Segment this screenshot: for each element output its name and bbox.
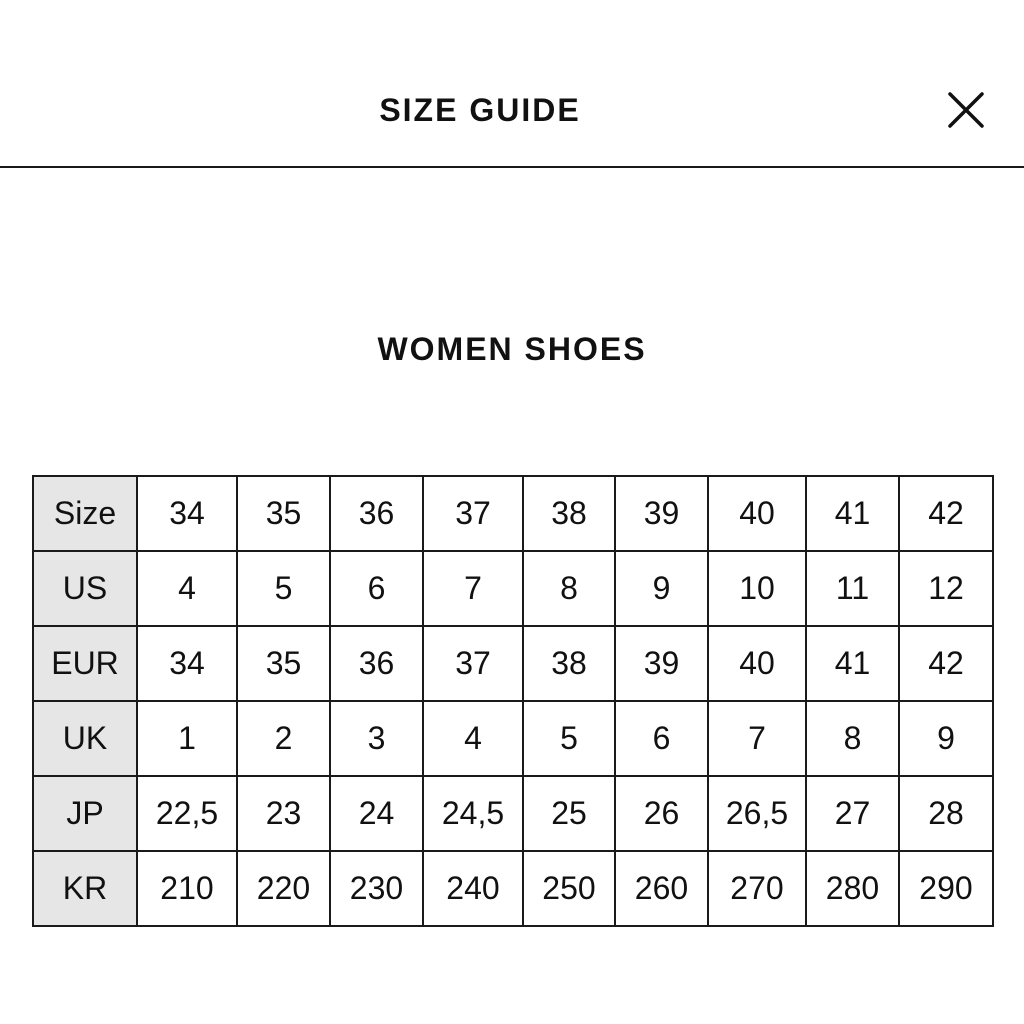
row-header-cell: KR <box>33 851 137 926</box>
table-cell: 24 <box>330 776 423 851</box>
row-header-cell: EUR <box>33 626 137 701</box>
table-cell: 6 <box>330 551 423 626</box>
table-row <box>33 551 993 626</box>
table-cell: 10 <box>708 551 806 626</box>
table-cell: 11 <box>806 551 899 626</box>
table-cell: 26,5 <box>708 776 806 851</box>
table-cell: 8 <box>806 701 899 776</box>
table-cell: 260 <box>615 851 708 926</box>
table-cell: 37 <box>423 476 523 551</box>
table-cell: 250 <box>523 851 615 926</box>
table-cell: 7 <box>423 551 523 626</box>
table-cell: 38 <box>523 626 615 701</box>
table-cell: 4 <box>423 701 523 776</box>
table-cell: 3 <box>330 701 423 776</box>
table-cell: 34 <box>137 476 237 551</box>
table-cell: 8 <box>523 551 615 626</box>
modal-title: SIZE GUIDE <box>379 92 581 128</box>
table-cell: 280 <box>806 851 899 926</box>
table-row <box>33 626 993 701</box>
table-cell: 42 <box>899 626 993 701</box>
table-cell: 34 <box>137 626 237 701</box>
table-cell: 42 <box>899 476 993 551</box>
table-cell: 36 <box>330 626 423 701</box>
table-cell: 12 <box>899 551 993 626</box>
table-cell: 290 <box>899 851 993 926</box>
table-cell: 26 <box>615 776 708 851</box>
table-row <box>33 476 993 551</box>
table-cell: 24,5 <box>423 776 523 851</box>
table-cell: 41 <box>806 626 899 701</box>
table-cell: 7 <box>708 701 806 776</box>
table-cell: 36 <box>330 476 423 551</box>
table-cell: 40 <box>708 476 806 551</box>
table-cell: 4 <box>137 551 237 626</box>
table-cell: 6 <box>615 701 708 776</box>
section-title: WOMEN SHOES <box>377 331 647 367</box>
table-cell: 39 <box>615 626 708 701</box>
table-cell: 5 <box>237 551 330 626</box>
table-cell: 22,5 <box>137 776 237 851</box>
close-icon <box>940 84 992 136</box>
table-row <box>33 776 993 851</box>
table-cell: 37 <box>423 626 523 701</box>
row-header-cell: JP <box>33 776 137 851</box>
table-cell: 270 <box>708 851 806 926</box>
table-cell: 39 <box>615 476 708 551</box>
table-cell: 35 <box>237 626 330 701</box>
close-button[interactable] <box>940 84 992 136</box>
table-cell: 41 <box>806 476 899 551</box>
size-table <box>32 475 994 927</box>
table-cell: 1 <box>137 701 237 776</box>
row-header-cell: UK <box>33 701 137 776</box>
table-row <box>33 701 993 776</box>
table-cell: 38 <box>523 476 615 551</box>
table-cell: 220 <box>237 851 330 926</box>
table-cell: 28 <box>899 776 993 851</box>
table-cell: 27 <box>806 776 899 851</box>
table-cell: 40 <box>708 626 806 701</box>
table-cell: 230 <box>330 851 423 926</box>
table-cell: 5 <box>523 701 615 776</box>
modal-header <box>0 0 1024 168</box>
table-cell: 25 <box>523 776 615 851</box>
table-cell: 35 <box>237 476 330 551</box>
table-cell: 9 <box>899 701 993 776</box>
table-cell: 23 <box>237 776 330 851</box>
table-cell: 9 <box>615 551 708 626</box>
table-cell: 210 <box>137 851 237 926</box>
table-cell: 240 <box>423 851 523 926</box>
row-header-cell: US <box>33 551 137 626</box>
table-row <box>33 851 993 926</box>
table-cell: 2 <box>237 701 330 776</box>
row-header-cell: Size <box>33 476 137 551</box>
